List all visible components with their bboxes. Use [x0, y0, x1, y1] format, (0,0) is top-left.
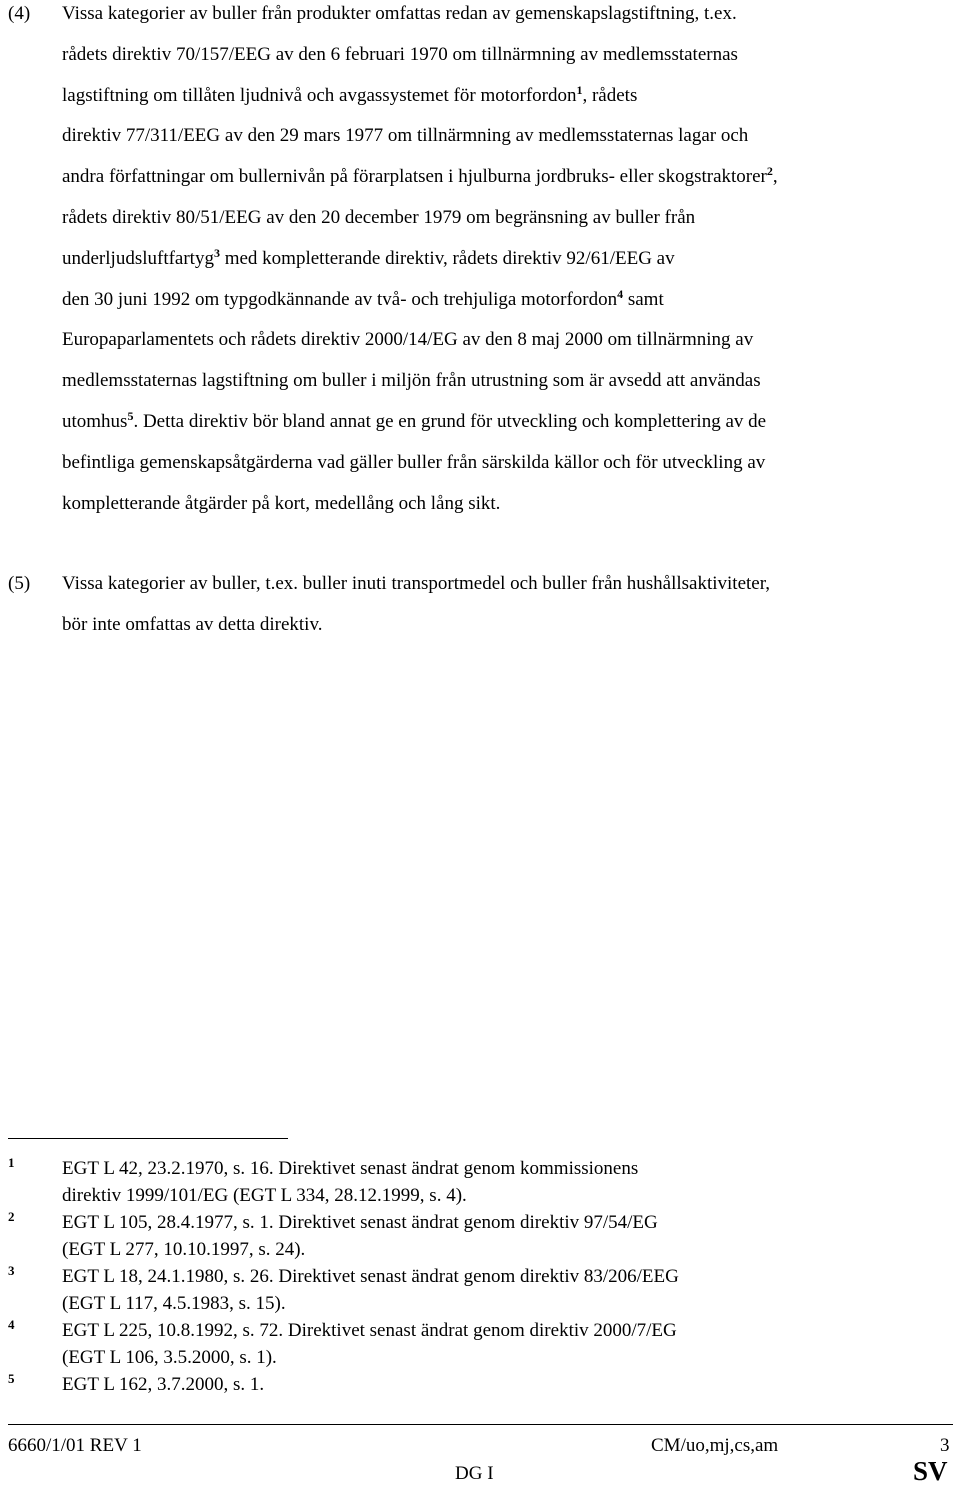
text-run: rådets direktiv 70/157/EEG av den 6 februari 1970 om tillnärmning av medlemsstaternas: [62, 43, 738, 65]
footnote-reference: 3: [213, 245, 220, 260]
footnote-1: [8, 1155, 953, 1209]
footnote-line: direktiv 1999/101/EG (EGT L 334, 28.12.1999, s. 4).: [62, 1185, 467, 1206]
page-number: 3: [940, 1435, 950, 1456]
text-run: den 30 juni 1992 om typgodkännande av två- och trehjuliga motorfordon: [62, 288, 618, 310]
text-run: medlemsstaternas lagstiftning om buller i miljön från utrustning som är avsedd att användas: [62, 370, 761, 392]
footnote-line: (EGT L 277, 10.10.1997, s. 24).: [62, 1239, 306, 1260]
text-run: Vissa kategorier av buller, t.ex. buller inuti transportmedel och buller från hushållsaktiviteter,: [62, 573, 771, 594]
text-line: [62, 239, 953, 280]
author-codes: CM/uo,mj,cs,am: [651, 1435, 779, 1456]
paragraph-number: (4): [8, 3, 31, 24]
footnote-mark: 4: [8, 1317, 15, 1332]
text-run: Vissa kategorier av buller från produkter omfattas redan av gemenskapslagstiftning, t.ex.: [62, 3, 737, 24]
paragraph-5: [8, 564, 953, 646]
text-run: Europaparlamentets och rådets direktiv 2000/14/EG av den 8 maj 2000 om tillnärmning av: [62, 329, 754, 351]
footnote-mark: 5: [8, 1371, 15, 1386]
footnote-reference: 4: [617, 286, 624, 301]
text-run: bör inte omfattas av detta direktiv.: [62, 613, 323, 635]
text-run: underljudsluftfartyg: [62, 247, 214, 269]
footnote-3: [8, 1263, 953, 1317]
footnote-mark: 2: [8, 1209, 15, 1224]
footnote-line: EGT L 162, 3.7.2000, s. 1.: [62, 1374, 265, 1395]
text-line: [62, 35, 953, 76]
text-run: rådets direktiv 80/51/EEG av den 20 december 1979 om begränsning av buller från: [62, 206, 696, 228]
footnote-mark: 1: [8, 1155, 15, 1170]
footnote-5: [8, 1371, 953, 1398]
footnote-line: EGT L 105, 28.4.1977, s. 1. Direktivet senast ändrat genom direktiv 97/54/EG: [62, 1212, 658, 1233]
footnote-2: [8, 1209, 953, 1263]
text-run: andra författningar om bullernivån på förarplatsen i hjulburna jordbruks- eller skogstraktorer: [62, 166, 767, 188]
footnote-line: EGT L 42, 23.2.1970, s. 16. Direktivet senast ändrat genom kommissionens: [62, 1158, 639, 1179]
footnote-reference: 5: [127, 408, 134, 423]
footnote-mark: 3: [8, 1263, 15, 1278]
footnote-4: [8, 1317, 953, 1371]
text-run: ,: [772, 166, 778, 188]
text-line: [62, 605, 953, 646]
paragraph-4: [8, 0, 953, 524]
text-line: [62, 443, 953, 484]
text-run: direktiv 77/311/EEG av den 29 mars 1977 om tillnärmning av medlemsstaternas lagar och: [62, 125, 749, 147]
text-run: lagstiftning om tillåten ljudnivå och avgassystemet för motorfordon: [62, 84, 577, 106]
text-line: [62, 564, 953, 605]
paragraph-text: [62, 564, 953, 646]
text-run: kompletterande åtgärder på kort, medellång och lång sikt.: [62, 492, 501, 514]
text-run: samt: [623, 288, 664, 310]
text-run: med kompletterande direktiv, rådets direktiv 92/61/EEG av: [219, 247, 675, 269]
directorate-general: DG I: [455, 1463, 494, 1484]
text-line: [62, 280, 953, 321]
paragraph-text: [62, 0, 953, 524]
footnote-reference: 1: [576, 82, 583, 97]
text-line: [62, 402, 953, 443]
footnote-line: EGT L 18, 24.1.1980, s. 26. Direktivet senast ändrat genom direktiv 83/206/EEG: [62, 1266, 679, 1287]
text-run: befintliga gemenskapsåtgärderna vad gäller buller från särskilda källor och för utveckling av: [62, 451, 766, 473]
text-line: [62, 116, 953, 157]
footnote-separator: [8, 1138, 288, 1139]
text-line: [62, 0, 953, 35]
text-line: [62, 157, 953, 198]
text-line: [62, 198, 953, 239]
text-run: . Detta direktiv bör bland annat ge en grund för utveckling och komplettering av de: [133, 410, 767, 432]
paragraph-number: (5): [8, 573, 31, 594]
text-line: [62, 320, 953, 361]
text-line: [62, 361, 953, 402]
document-reference: 6660/1/01 REV 1: [8, 1435, 142, 1456]
footnote-line: (EGT L 117, 4.5.1983, s. 15).: [62, 1293, 286, 1314]
text-line: [62, 484, 953, 525]
footnote-line: (EGT L 106, 3.5.2000, s. 1).: [62, 1347, 277, 1368]
footnote-reference: 2: [766, 164, 773, 179]
text-run: utomhus: [62, 410, 128, 432]
footer-separator: [8, 1424, 953, 1425]
text-line: [62, 76, 953, 117]
language-code: SV: [913, 1456, 948, 1486]
text-run: , rådets: [582, 84, 638, 106]
footnote-line: EGT L 225, 10.8.1992, s. 72. Direktivet senast ändrat genom direktiv 2000/7/EG: [62, 1320, 677, 1341]
